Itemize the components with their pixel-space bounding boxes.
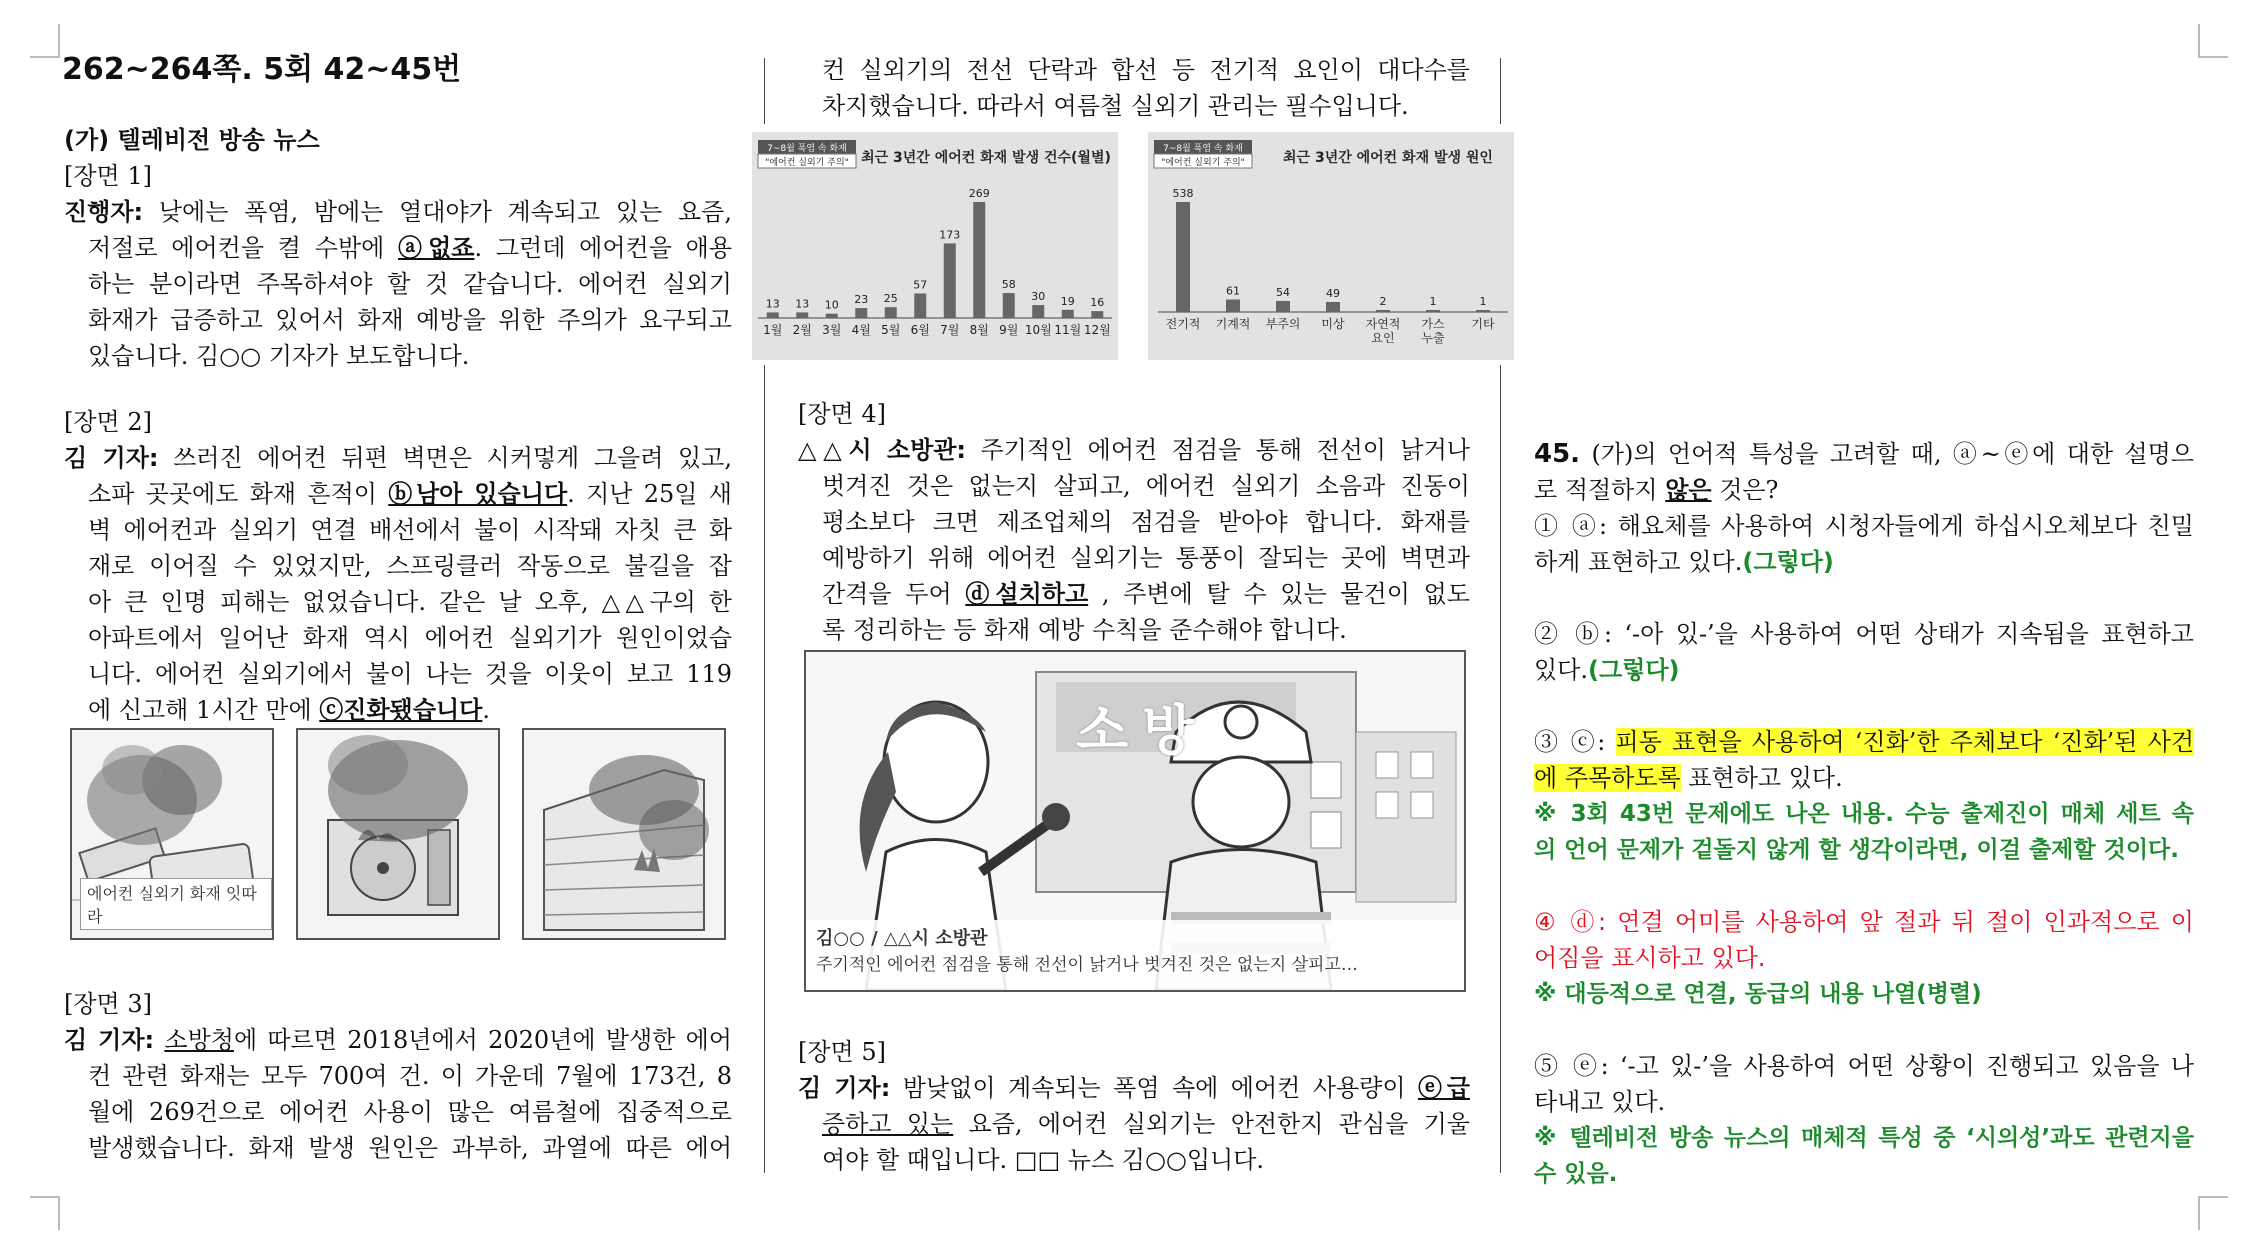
option-1-line-2[interactable] [1534,544,2194,580]
scene-2-line-1 [64,440,732,476]
scene-1-text-2c: . 그런데 에어컨을 애용 [474,234,732,262]
marker-b: ⓑ남아 있습니다 [388,480,568,508]
speaker-reporter: 김 기자: [798,1074,891,1102]
scene-3-continued-1: 컨 실외기의 전선 단락과 합선 등 전기적 요인이 대다수를 [822,56,1470,84]
chart-data-label: 173 [939,228,961,242]
chart-data-label: 1 [1479,295,1487,308]
corner-mark-bl-v [58,1196,60,1230]
option-2-text: 있다. [1534,656,1588,684]
chart-tick-label: 9월 [999,323,1019,337]
scene-3-line-1 [64,1022,732,1058]
scene-2-text-8a: 에 신고해 1시간 만에 [88,696,320,724]
chart-data-label: 23 [854,293,869,307]
question-stem-2 [1534,472,2194,508]
chart-monthly-svg [752,132,1118,360]
chart-bar [826,314,838,318]
chart-data-label: 19 [1060,294,1075,308]
chart-bar [1326,302,1340,312]
scene-2-line-6: 아파트에서 일어난 화재 역시 에어컨 실외기가 원인이었습 [88,624,732,652]
option-5-line-1[interactable]: ⑤ ⓔ: ‘-고 있-’을 사용하여 어떤 상황이 진행되고 있음을 나 [1534,1052,2194,1080]
marker-a: ⓐ없죠 [398,234,475,262]
chart-data-label: 54 [1276,285,1290,299]
chart-data-label: 13 [795,297,810,311]
chart-causes-svg [1148,132,1514,360]
scene-1 [64,158,732,374]
chart-bar [1476,310,1490,312]
scene-4-text-5a: 간격을 두어 [822,580,966,608]
chart-tick-label: 10월 [1024,323,1052,337]
corner-mark-tl-v [58,24,60,58]
chart-bar [914,293,926,318]
chart-tick-label: 누출 [1421,331,1445,345]
speaker-host: 진행자: [64,198,144,226]
chart-bar [1032,305,1044,318]
option-3-line-2[interactable] [1534,760,2194,796]
marker-c: ⓒ진화됐습니다 [319,696,483,724]
chart-bar [1091,311,1103,318]
chart-tick-label: 7월 [940,323,960,337]
chart-data-label: 269 [968,187,990,200]
option-2-line-1[interactable]: ② ⓑ: ‘-아 있-’을 사용하여 어떤 상태가 지속됨을 표현하고 [1534,620,2194,648]
chart-tick-label: 자연적 [1365,317,1401,331]
chart-tick-label: 8월 [969,323,989,337]
option-5-line-2[interactable]: 타내고 있다. [1534,1088,1666,1116]
option-3-prefix: ③ ⓒ: [1534,728,1616,756]
scene-3-line-3: 월에 269건으로 에어컨 사용이 많은 여름철에 집중적으로 [88,1098,732,1126]
scene-4 [798,396,1470,648]
chart-badge-line-2: "에어컨 실외기 주의" [1161,158,1245,168]
corner-mark-tl-h [30,56,60,58]
chart-bar [855,308,867,318]
option-3-note-2: 의 언어 문제가 겉돌지 않게 할 생각이라면, 이걸 출제할 것이다. [1534,837,2179,863]
corner-mark-br-v [2198,1196,2200,1230]
scene-3-text-1b: 에 따르면 2018년에서 2020년에 발생한 에어 [233,1026,732,1054]
marker-e: ⓔ급 [1417,1074,1470,1102]
chart-tick-label: 기타 [1471,317,1495,331]
chart-title: 최근 3년간 에어컨 화재 발생 원인 [1283,150,1493,166]
building-sign: 소방 [1076,699,1209,762]
chart-tick-label: 11월 [1054,323,1082,337]
scene-3-line-4: 발생했습니다. 화재 발생 원인은 과부하, 과열에 따른 에어 [88,1134,732,1162]
chart-tick-label: 1월 [763,323,783,337]
chart-data-label: 25 [883,292,898,306]
corner-mark-br-h [2198,1196,2228,1198]
chart-fire-causes [1148,132,1514,360]
chart-bar [1226,300,1240,312]
scene-2-line-4: 재로 이어질 수 있었지만, 스프링클러 작동으로 불길을 잡 [88,552,732,580]
marker-e-cont: 증하고 있는 [822,1110,954,1138]
chart-title: 최근 3년간 에어컨 화재 발생 건수(월별) [861,150,1111,166]
option-4-line-2[interactable]: 어짐을 표시하고 있다. [1534,944,1766,972]
caption-name: 김○○ / △△시 소방관 [816,928,988,949]
scene-1-line-3: 하는 분이라면 주목하셔야 할 것 같습니다. 에어컨 실외기 [88,270,732,298]
chart-data-label: 13 [765,297,780,311]
question-stem-text-2a: 로 적절하지 [1534,476,1666,504]
question-45 [1534,436,2194,1192]
option-2-note: (그렇다) [1588,656,1680,684]
chart-tick-label: 부주의 [1265,317,1301,331]
scene-3-line-2: 컨 관련 화재는 모두 700여 건. 이 가운데 7월에 173건, 8 [88,1062,732,1090]
option-3-note-1: ※ 3회 43번 문제에도 나온 내용. 수능 출제진이 매체 세트 속 [1534,801,2194,827]
question-stem-text-2c: 것은? [1711,476,1779,504]
question-number: 45. [1534,439,1581,469]
chart-bar [885,307,897,318]
scene-5-line-2 [798,1106,1470,1142]
fire-illustration-outdoor-unit [296,728,500,940]
corner-mark-tr-h [2198,56,2228,58]
scene-4-line-5 [798,576,1470,612]
scene-4-line-1 [798,432,1470,468]
chart-bar [1376,310,1390,312]
spacer [1534,580,2194,616]
chart-monthly-fires [752,132,1118,360]
illustration-caption: 에어컨 실외기 화재 잇따라 [80,878,272,930]
fire-agency-term: 소방청 [164,1026,234,1054]
speaker-reporter: 김 기자: [64,1026,155,1054]
page-title: 262~264쪽. 5회 42~45번 [62,52,462,87]
scene-5-label: [장면 5] [798,1038,886,1066]
chart-data-label: 10 [824,298,839,312]
scene-2-line-5: 아 큰 인명 피해는 없었습니다. 같은 날 오후, △△구의 한 [88,588,732,616]
scene-2-line-7: 니다. 에어컨 실외기에서 불이 나는 것을 이웃이 보고 119 [88,660,732,688]
scene-5-line-3: 여야 할 때입니다. □□ 뉴스 김○○입니다. [822,1146,1265,1174]
option-3-highlight-2: 에 주목하도록 [1534,764,1681,792]
corner-mark-bl-h [30,1196,60,1198]
scene-2 [64,404,732,728]
option-3-tail: 표현하고 있다. [1680,764,1843,792]
chart-data-label: 49 [1326,286,1340,300]
chart-badge-line-1: 7~8월 폭염 속 화재 [767,144,847,154]
column-divider-left-top [764,58,765,124]
question-stem-1 [1534,436,2194,472]
chart-bar [1003,293,1015,318]
spacer [1534,868,2194,904]
scene-4-line-2: 벗겨진 것은 없는지 살피고, 에어컨 실외기 소음과 진동이 [822,472,1470,500]
fire-illustration-sofa [70,728,274,940]
scene-1-line-2 [64,230,732,266]
chart-tick-label: 전기적 [1165,317,1201,331]
chart-data-label: 538 [1172,187,1194,200]
corner-mark-tr-v [2198,24,2200,58]
scene-1-line-5: 있습니다. 김○○ 기자가 보도합니다. [88,342,470,370]
spacer [1534,688,2194,724]
caption-text: 주기적인 에어컨 점검을 통해 전선이 낡거나 벗겨진 것은 없는지 살피고… [816,955,1358,975]
scene-4-line-6: 록 정리하는 등 화재 예방 수칙을 준수해야 합니다. [822,616,1347,644]
chart-tick-label: 2월 [792,323,812,337]
scene-4-text-5c: , 주변에 탈 수 있는 물건이 없도 [1088,580,1470,608]
chart-tick-label: 6월 [910,323,930,337]
chart-bar [796,312,808,318]
scene-1-label: [장면 1] [64,162,152,190]
scene-2-line-3: 벽 에어컨과 실외기 연결 배선에서 불이 시작돼 자칫 큰 화 [88,516,732,544]
option-2-line-2[interactable] [1534,652,2194,688]
chart-data-label: 1 [1429,295,1437,308]
scene-4-text-1: 주기적인 에어컨 점검을 통해 전선이 낡거나 [980,436,1470,464]
scene-5-text-1a: 밤낮없이 계속되는 폭염 속에 에어컨 사용량이 [902,1074,1418,1102]
chart-badge-line-2: "에어컨 실외기 주의" [765,158,849,168]
chart-data-label: 57 [913,278,928,292]
scene-2-text-2c: . 지난 25일 새 [567,480,732,508]
scene-2-text-1: 쓰러진 에어컨 뒤편 벽면은 시커멓게 그을려 있고, [173,444,732,472]
scene-4-line-4: 예방하기 위해 에어컨 실외기는 통풍이 잘되는 곳에 벽면과 [822,544,1470,572]
chart-tick-label: 요인 [1371,331,1395,345]
chart-tick-label: 가스 [1421,317,1445,331]
fire-illustration-apartment [522,728,726,940]
option-1-text: 하게 표현하고 있다. [1534,548,1743,576]
scene-2-text-2a: 소파 곳곳에도 화재 흔적이 [88,480,389,508]
scene-4-line-3: 평소보다 크면 제조업체의 점검을 받아야 합니다. 화재를 [822,508,1470,536]
scene-2-text-8c: . [482,696,491,724]
spacer [1534,1012,2194,1048]
column-divider-right-bottom [1500,365,1501,1173]
option-3-highlight-1: 피동 표현을 사용하여 ‘진화’한 주체보다 ‘진화’된 사건 [1615,728,2194,756]
chart-data-label: 58 [1001,277,1016,291]
column-divider-left-bottom [764,365,765,1173]
column-divider-right-top [1500,58,1501,124]
option-1-line-1[interactable]: ① ⓐ: 해요체를 사용하여 시청자들에게 하십시오체보다 친밀 [1534,512,2194,540]
chart-tick-label: 5월 [881,323,901,337]
option-3-line-1[interactable] [1534,724,2194,760]
scene-5-text-2b: 요즘, 에어컨 실외기는 안전한지 관심을 기울 [953,1110,1470,1138]
chart-bar [1062,310,1074,318]
firefighter-interview-illustration [804,650,1466,992]
scene-3 [64,986,732,1166]
chart-tick-label: 미상 [1321,317,1345,331]
scene-3-continued-2: 차지했습니다. 따라서 여름철 실외기 관리는 필수입니다. [822,92,1409,120]
chart-tick-label: 12월 [1083,323,1111,337]
speaker-firefighter: △△시 소방관: [798,436,967,464]
scene-2-line-2 [64,476,732,512]
scene-1-text-1: 낮에는 폭염, 밤에는 열대야가 계속되고 있는 요즘, [158,198,732,226]
chart-data-label: 16 [1090,296,1105,310]
marker-d: ⓓ설치하고 [965,580,1089,608]
option-5-note-2: 수 있음. [1534,1161,1618,1187]
chart-data-label: 2 [1379,295,1387,308]
chart-data-label: 61 [1226,284,1240,298]
emphasis-not: 않은 [1665,476,1712,504]
question-stem-text-1: (가)의 언어적 특성을 고려할 때, ⓐ~ⓔ에 대한 설명으 [1591,440,2194,468]
option-1-note: (그렇다) [1742,548,1834,576]
scene-5-line-1 [798,1070,1470,1106]
chart-tick-label: 4월 [851,323,871,337]
chart-bar [973,202,985,318]
chart-tick-label: 기계적 [1215,317,1251,331]
scene-3-label: [장면 3] [64,990,152,1018]
scene-2-line-8 [64,692,732,728]
scene-1-text-2a: 저절로 에어컨을 켤 수밖에 [88,234,398,262]
news-caption-bar [806,920,1464,990]
speaker-reporter: 김 기자: [64,444,159,472]
chart-bar [767,312,779,318]
chart-bar [1426,310,1440,312]
scene-4-label: [장면 4] [798,400,886,428]
option-4-note: ※ 대등적으로 연결, 동급의 내용 나열(병렬) [1534,981,1982,1007]
passage-heading: (가) 텔레비전 방송 뉴스 [64,126,320,154]
chart-badge-line-1: 7~8월 폭염 속 화재 [1163,144,1243,154]
scene-5 [798,1034,1470,1178]
chart-bar [1276,301,1290,312]
scene-1-line-1 [64,194,732,230]
chart-bar [1176,202,1190,312]
chart-tick-label: 3월 [822,323,842,337]
option-5-note-1: ※ 텔레비전 방송 뉴스의 매체적 특성 중 ‘시의성’과도 관련지을 [1534,1125,2194,1151]
chart-bar [944,243,956,318]
option-4-line-1[interactable]: ④ ⓓ: 연결 어미를 사용하여 앞 절과 뒤 절이 인과적으로 이 [1534,908,2194,936]
scene-1-line-4: 화재가 급증하고 있어서 화재 예방을 위한 주의가 요구되고 [88,306,732,334]
chart-data-label: 30 [1031,290,1046,304]
scene-2-label: [장면 2] [64,408,152,436]
